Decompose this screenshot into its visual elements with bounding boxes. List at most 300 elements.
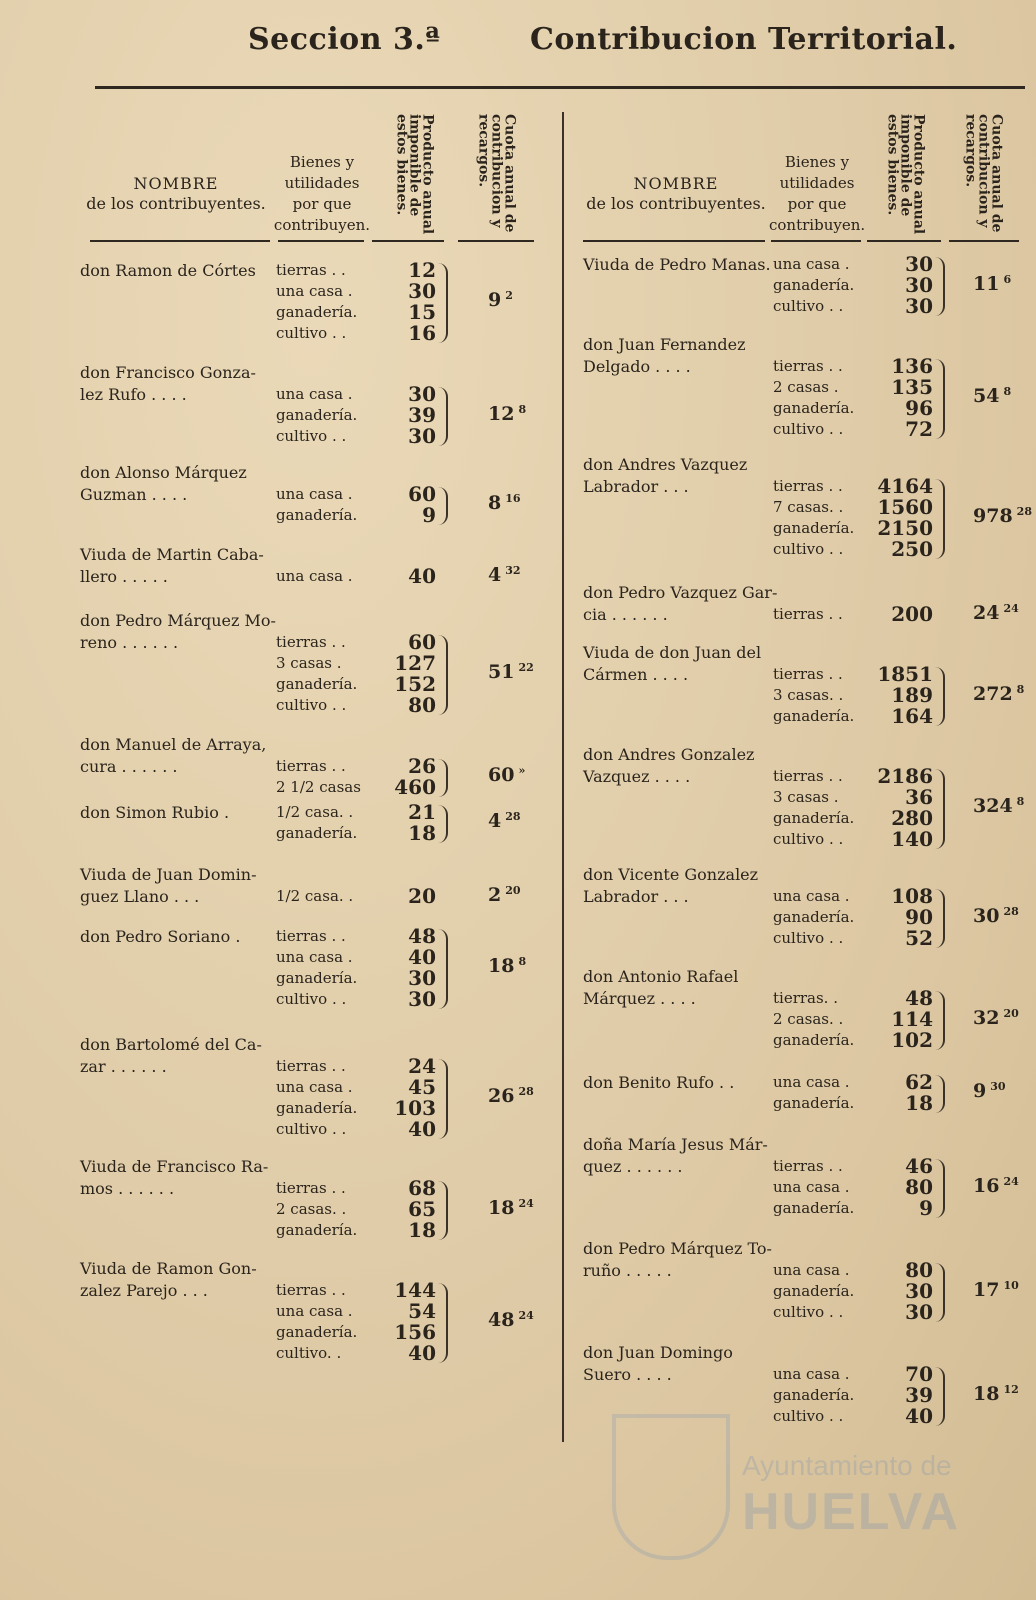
cuota-main: 24 — [973, 601, 1000, 624]
cuota-value — [488, 810, 521, 832]
page-title: Contribucion Territorial. — [530, 22, 958, 57]
left-table — [80, 104, 550, 1365]
property-item: cultivo . . — [276, 1120, 347, 1138]
name-line: Vazquez . . . . — [583, 767, 691, 786]
property-value: 30 — [905, 273, 933, 297]
property-value: 20 — [408, 884, 436, 908]
contributor-name — [583, 454, 747, 498]
cuota-value — [488, 1197, 534, 1219]
cuota-value — [488, 1309, 534, 1331]
name-line: don Andres Vazquez — [583, 455, 748, 474]
cuota-main: 11 — [973, 272, 1000, 295]
name-line: don Pedro Soriano . — [80, 927, 241, 946]
property-item: ganadería. — [276, 303, 358, 321]
grouping-brace — [438, 805, 448, 843]
property-item: cultivo . . — [773, 929, 844, 947]
grouping-brace — [438, 1181, 448, 1240]
grouping-brace — [438, 929, 448, 1009]
header-cuota: Cuota anual de contribucion y recargos. — [962, 114, 1005, 233]
name-line: don Ramon de Córtes — [80, 261, 256, 280]
cuota-value — [973, 505, 1032, 527]
property-item: cultivo . . — [773, 540, 844, 558]
property-item: ganadería. — [773, 1282, 855, 1300]
grouping-brace — [438, 387, 448, 446]
name-line: Márquez . . . . — [583, 989, 696, 1008]
contributor-name — [583, 1342, 733, 1386]
property-item: 2 casas . — [773, 378, 839, 396]
property-value: 127 — [394, 651, 436, 675]
cuota-main: 26 — [488, 1085, 515, 1107]
property-item: 2 casas. . — [773, 1010, 844, 1028]
cuota-value — [488, 661, 534, 683]
name-line: guez Llano . . . — [80, 887, 200, 906]
contributor-name — [80, 1034, 262, 1078]
property-value: 18 — [408, 821, 436, 845]
property-value: 16 — [408, 321, 436, 345]
property-item: cultivo . . — [276, 427, 347, 445]
property-item: una casa . — [276, 282, 353, 300]
property-value: 30 — [408, 424, 436, 448]
property-value: 108 — [891, 884, 933, 908]
cuota-main: 324 — [973, 795, 1013, 817]
property-value: 1851 — [877, 662, 933, 686]
contributor-name — [80, 802, 229, 824]
property-value: 2186 — [877, 764, 933, 788]
property-item: tierras . . — [773, 357, 843, 375]
property-value: 30 — [408, 279, 436, 303]
name-line: zalez Parejo . . . — [80, 1281, 208, 1300]
property-item: una casa . — [276, 567, 353, 585]
property-value: 114 — [891, 1007, 933, 1031]
property-value: 21 — [408, 800, 436, 824]
cuota-value — [488, 884, 521, 906]
property-value: 9 — [422, 503, 436, 527]
cuota-value — [488, 764, 525, 786]
grouping-brace — [935, 1263, 945, 1322]
contributor-name — [583, 582, 777, 626]
property-value: 250 — [891, 537, 933, 561]
property-item: tierras . . — [773, 605, 843, 623]
grouping-brace — [935, 257, 945, 316]
property-item: una casa . — [276, 1078, 353, 1096]
contributor-name — [80, 362, 256, 406]
contributor-name — [80, 260, 256, 282]
cuota-value — [973, 1080, 1006, 1102]
cuota-fraction: 24 — [518, 1309, 534, 1322]
property-item: una casa . — [773, 1073, 850, 1091]
cuota-fraction: 8 — [1016, 795, 1025, 808]
property-value: 80 — [905, 1175, 933, 1199]
contributor-name — [80, 926, 240, 948]
cuota-main: 9 — [488, 289, 502, 311]
property-item: ganadería. — [773, 707, 855, 725]
cuota-fraction: 10 — [1003, 1278, 1019, 1292]
cuota-value — [973, 602, 1019, 624]
cuota-main: 4 — [488, 563, 502, 586]
header-name: NOMBRE de los contribuyentes. — [86, 174, 266, 213]
grouping-brace — [935, 769, 945, 849]
cuota-fraction: 24 — [1003, 1174, 1019, 1188]
cuota-fraction: 24 — [518, 1196, 534, 1210]
header-producto: Producto anual imponible de estos bienes. — [884, 114, 927, 235]
property-item: 3 casas. . — [773, 686, 844, 704]
name-line: cura . . . . . . — [80, 757, 178, 776]
property-value: 52 — [905, 926, 933, 950]
property-item: 3 casas . — [276, 654, 342, 672]
cuota-main: 978 — [973, 505, 1013, 527]
property-value: 80 — [408, 693, 436, 717]
property-item: 1/2 casa. . — [276, 887, 354, 905]
property-value: 68 — [408, 1176, 436, 1200]
name-line: Cármen . . . . — [583, 665, 689, 684]
name-line: don Juan Domingo — [583, 1343, 733, 1362]
property-value: 70 — [905, 1362, 933, 1386]
property-item: una casa . — [276, 385, 353, 403]
property-item: cultivo . . — [276, 990, 347, 1008]
cuota-value — [488, 955, 526, 977]
property-value: 40 — [408, 945, 436, 969]
property-item: ganadería. — [276, 675, 358, 693]
cuota-value — [973, 1007, 1019, 1029]
contributor-name — [80, 462, 247, 506]
property-value: 18 — [905, 1091, 933, 1115]
name-line: Suero . . . . — [583, 1365, 672, 1384]
property-value: 1560 — [877, 495, 933, 519]
property-item: cultivo . . — [773, 420, 844, 438]
cuota-fraction: 8 — [1003, 385, 1012, 398]
property-item: una casa . — [773, 1178, 850, 1196]
property-item: ganadería. — [773, 809, 855, 827]
property-item: ganadería. — [276, 824, 358, 842]
property-value: 200 — [891, 602, 933, 626]
grouping-brace — [935, 991, 945, 1050]
cuota-value — [488, 492, 521, 514]
property-item: 2 1/2 casas — [276, 778, 361, 796]
property-value: 18 — [408, 1218, 436, 1242]
property-value: 189 — [891, 683, 933, 707]
property-value: 102 — [891, 1028, 933, 1052]
contributor-name — [80, 544, 264, 588]
contributor-name — [80, 734, 266, 778]
cuota-fraction: 8 — [518, 955, 527, 968]
property-item: tierras . . — [276, 757, 346, 775]
grouping-brace — [438, 635, 448, 715]
property-item: ganadería. — [773, 1094, 855, 1112]
name-line: don Alonso Márquez — [80, 463, 247, 482]
cuota-main: 17 — [973, 1278, 1000, 1301]
property-value: 60 — [408, 482, 436, 506]
property-item: cultivo . . — [773, 830, 844, 848]
cuota-value — [973, 1175, 1019, 1197]
contributor-name — [583, 1238, 772, 1282]
property-value: 46 — [905, 1154, 933, 1178]
header-cuota: Cuota anual de contribucion y recargos. — [475, 114, 518, 233]
cuota-value — [973, 385, 1011, 407]
contributor-name — [583, 642, 761, 686]
property-value: 164 — [891, 704, 933, 728]
name-line: don Benito Rufo . . — [583, 1073, 735, 1092]
right-table — [583, 104, 1032, 1428]
name-line: don Juan Fernandez — [583, 335, 746, 354]
cuota-main: 12 — [488, 402, 515, 425]
cuota-main: 18 — [488, 955, 515, 977]
grouping-brace — [438, 487, 448, 525]
property-value: 65 — [408, 1197, 436, 1221]
property-item: ganadería. — [773, 399, 855, 417]
cuota-value — [973, 683, 1024, 705]
cuota-value — [488, 564, 521, 586]
contributor-name — [80, 610, 276, 654]
cuota-main: 9 — [973, 1080, 987, 1102]
header-producto: Producto anual imponible de estos bienes. — [393, 114, 436, 235]
property-item: tierras. . — [773, 989, 838, 1007]
property-item: 2 casas. . — [276, 1200, 347, 1218]
property-item: una casa . — [276, 948, 353, 966]
name-line: don Vicente Gonzalez — [583, 865, 759, 884]
property-item: cultivo . . — [773, 297, 844, 315]
cuota-fraction: 6 — [1003, 272, 1012, 286]
name-line: don Manuel de Arraya, — [80, 735, 267, 754]
property-item: ganadería. — [773, 519, 855, 537]
cuota-fraction: 8 — [1016, 682, 1025, 696]
property-item: ganadería. — [773, 1199, 855, 1217]
property-value: 40 — [408, 564, 436, 588]
property-item: 1/2 casa. . — [276, 803, 354, 821]
cuota-fraction: 30 — [990, 1080, 1006, 1093]
property-value: 48 — [905, 986, 933, 1010]
property-item: ganadería. — [773, 276, 855, 294]
name-line: don Francisco Gonza- — [80, 363, 256, 382]
contributor-name — [80, 1156, 268, 1200]
property-item: ganadería. — [276, 1099, 358, 1117]
property-value: 2150 — [877, 516, 933, 540]
cuota-fraction: 24 — [1003, 601, 1019, 615]
property-value: 39 — [408, 403, 436, 427]
cuota-fraction: » — [518, 764, 526, 777]
name-line: cia . . . . . . — [583, 605, 668, 624]
grouping-brace — [438, 759, 448, 797]
name-line: Labrador . . . — [583, 477, 689, 496]
right-column-header — [583, 104, 1023, 242]
contributor-name — [583, 1072, 734, 1094]
property-value: 40 — [408, 1341, 436, 1365]
contributor-name — [583, 864, 758, 908]
cuota-value — [973, 273, 1011, 295]
property-value: 103 — [394, 1096, 436, 1120]
cuota-fraction: 16 — [505, 492, 521, 505]
section-heading: Seccion 3.ª — [248, 22, 441, 57]
property-value: 30 — [905, 252, 933, 276]
property-item: ganadería. — [276, 969, 358, 987]
property-value: 135 — [891, 375, 933, 399]
property-value: 4164 — [877, 474, 933, 498]
property-item: ganadería. — [773, 1031, 855, 1049]
property-value: 30 — [408, 382, 436, 406]
grouping-brace — [935, 667, 945, 726]
watermark: Ayuntamiento de HUELVA — [612, 1400, 1022, 1560]
cuota-fraction: 2 — [505, 289, 513, 302]
name-line: zar . . . . . . — [80, 1057, 167, 1076]
cuota-main: 4 — [488, 810, 502, 832]
property-value: 40 — [408, 1117, 436, 1141]
property-value: 152 — [394, 672, 436, 696]
cuota-value — [973, 1279, 1019, 1301]
cuota-fraction: 28 — [1016, 505, 1032, 518]
cuota-fraction: 8 — [518, 402, 527, 416]
cuota-fraction: 20 — [505, 883, 521, 897]
cuota-fraction: 32 — [505, 563, 521, 577]
property-value: 136 — [891, 354, 933, 378]
property-item: tierras . . — [773, 767, 843, 785]
left-column-header — [80, 104, 550, 242]
property-value: 12 — [408, 258, 436, 282]
property-value: 39 — [905, 1383, 933, 1407]
property-value: 60 — [408, 630, 436, 654]
cuota-main: 8 — [488, 492, 502, 514]
header-bienes: Bienes y utilidades por que contribuyen. — [769, 153, 866, 234]
property-value: 80 — [905, 1258, 933, 1282]
cuota-main: 30 — [973, 904, 1000, 927]
contributor-name — [583, 254, 771, 276]
name-line: Viuda de Juan Domin- — [80, 865, 257, 884]
cuota-fraction: 28 — [518, 1085, 534, 1098]
property-value: 30 — [905, 294, 933, 318]
property-item: una casa . — [276, 1302, 353, 1320]
name-line: don Andres Gonzalez — [583, 745, 755, 764]
property-value: 460 — [394, 775, 436, 799]
name-line: reno . . . . . . — [80, 633, 179, 652]
property-value: 72 — [905, 417, 933, 441]
contributor-name — [583, 966, 738, 1010]
name-line: don Simon Rubio . — [80, 803, 230, 822]
property-value: 30 — [905, 1300, 933, 1324]
grouping-brace — [438, 1283, 448, 1363]
property-value: 30 — [408, 966, 436, 990]
grouping-brace — [438, 1059, 448, 1139]
property-value: 54 — [408, 1299, 436, 1323]
name-line: mos . . . . . . — [80, 1179, 175, 1198]
name-line: ruño . . . . . — [583, 1261, 672, 1280]
property-item: una casa . — [773, 255, 850, 273]
grouping-brace — [935, 479, 945, 559]
name-line: Viuda de Pedro Manas. — [583, 255, 771, 274]
property-item: tierras . . — [773, 1157, 843, 1175]
cuota-value — [488, 289, 513, 311]
cuota-value — [973, 905, 1019, 927]
cuota-fraction: 28 — [1003, 904, 1019, 918]
grouping-brace — [935, 1159, 945, 1218]
name-line: Labrador . . . — [583, 887, 689, 906]
name-line: don Pedro Márquez To- — [583, 1239, 772, 1258]
header-bienes: Bienes y utilidades por que contribuyen. — [273, 153, 371, 234]
header-rule — [95, 86, 1025, 89]
property-item: cultivo . . — [276, 696, 347, 714]
name-line: lez Rufo . . . . — [80, 385, 187, 404]
property-item: tierras . . — [276, 261, 346, 279]
property-item: una casa . — [773, 1365, 850, 1383]
cuota-main: 54 — [973, 385, 1000, 407]
property-item: tierras . . — [773, 665, 843, 683]
property-item: ganadería. — [276, 506, 358, 524]
contributor-name — [583, 1134, 768, 1178]
property-item: tierras . . — [276, 1057, 346, 1075]
grouping-brace — [438, 263, 448, 343]
property-value: 140 — [891, 827, 933, 851]
property-item: cultivo. . — [276, 1344, 342, 1362]
contributor-name — [80, 1258, 257, 1302]
property-value: 30 — [408, 987, 436, 1011]
cuota-fraction: 12 — [1003, 1382, 1019, 1396]
cuota-value — [973, 795, 1024, 817]
seal-icon — [612, 1414, 730, 1560]
property-value: 45 — [408, 1075, 436, 1099]
cuota-main: 18 — [488, 1196, 515, 1219]
property-item: cultivo . . — [276, 324, 347, 342]
name-line: don Pedro Vazquez Gar- — [583, 583, 778, 602]
property-item: 3 casas . — [773, 788, 839, 806]
cuota-main: 51 — [488, 661, 515, 683]
cuota-value — [488, 403, 526, 425]
cuota-main: 18 — [973, 1382, 1000, 1405]
name-line: Viuda de Ramon Gon- — [80, 1259, 257, 1278]
property-item: tierras . . — [276, 1281, 346, 1299]
property-item: cultivo . . — [773, 1407, 844, 1425]
grouping-brace — [935, 1075, 945, 1113]
property-value: 90 — [905, 905, 933, 929]
cuota-main: 48 — [488, 1309, 515, 1331]
property-item: ganadería. — [276, 1221, 358, 1239]
property-value: 24 — [408, 1054, 436, 1078]
name-line: Viuda de Martin Caba- — [80, 545, 264, 564]
header-name: NOMBRE de los contribuyentes. — [586, 174, 766, 213]
property-item: una casa . — [276, 485, 353, 503]
property-value: 30 — [905, 1279, 933, 1303]
property-value: 48 — [408, 924, 436, 948]
name-line: don Antonio Rafael — [583, 967, 739, 986]
property-item: tierras . . — [773, 477, 843, 495]
property-value: 156 — [394, 1320, 436, 1344]
property-item: ganadería. — [773, 1386, 855, 1404]
property-item: tierras . . — [276, 927, 346, 945]
property-item: cultivo . . — [773, 1303, 844, 1321]
name-line: llero . . . . . — [80, 567, 168, 586]
property-item: tierras . . — [276, 1179, 346, 1197]
property-item: 7 casas. . — [773, 498, 844, 516]
contributor-name — [583, 334, 746, 378]
property-value: 280 — [891, 806, 933, 830]
name-line: don Pedro Márquez Mo- — [80, 611, 276, 630]
grouping-brace — [935, 359, 945, 439]
name-line: doña María Jesus Már- — [583, 1135, 768, 1154]
cuota-fraction: 20 — [1003, 1006, 1019, 1020]
property-item: ganadería. — [773, 908, 855, 926]
name-line: Viuda de Francisco Ra- — [80, 1157, 269, 1176]
property-item: una casa . — [773, 887, 850, 905]
name-line: Guzman . . . . — [80, 485, 188, 504]
column-separator — [562, 112, 564, 1442]
cuota-main: 272 — [973, 682, 1013, 705]
name-line: don Bartolomé del Ca- — [80, 1035, 262, 1054]
contributor-name — [80, 864, 256, 908]
cuota-main: 32 — [973, 1006, 1000, 1029]
property-value: 36 — [905, 785, 933, 809]
property-value: 62 — [905, 1070, 933, 1094]
cuota-value — [488, 1085, 534, 1107]
name-line: quez . . . . . . — [583, 1157, 683, 1176]
property-value: 144 — [394, 1278, 436, 1302]
cuota-main: 2 — [488, 883, 502, 906]
cuota-main: 60 — [488, 764, 515, 786]
